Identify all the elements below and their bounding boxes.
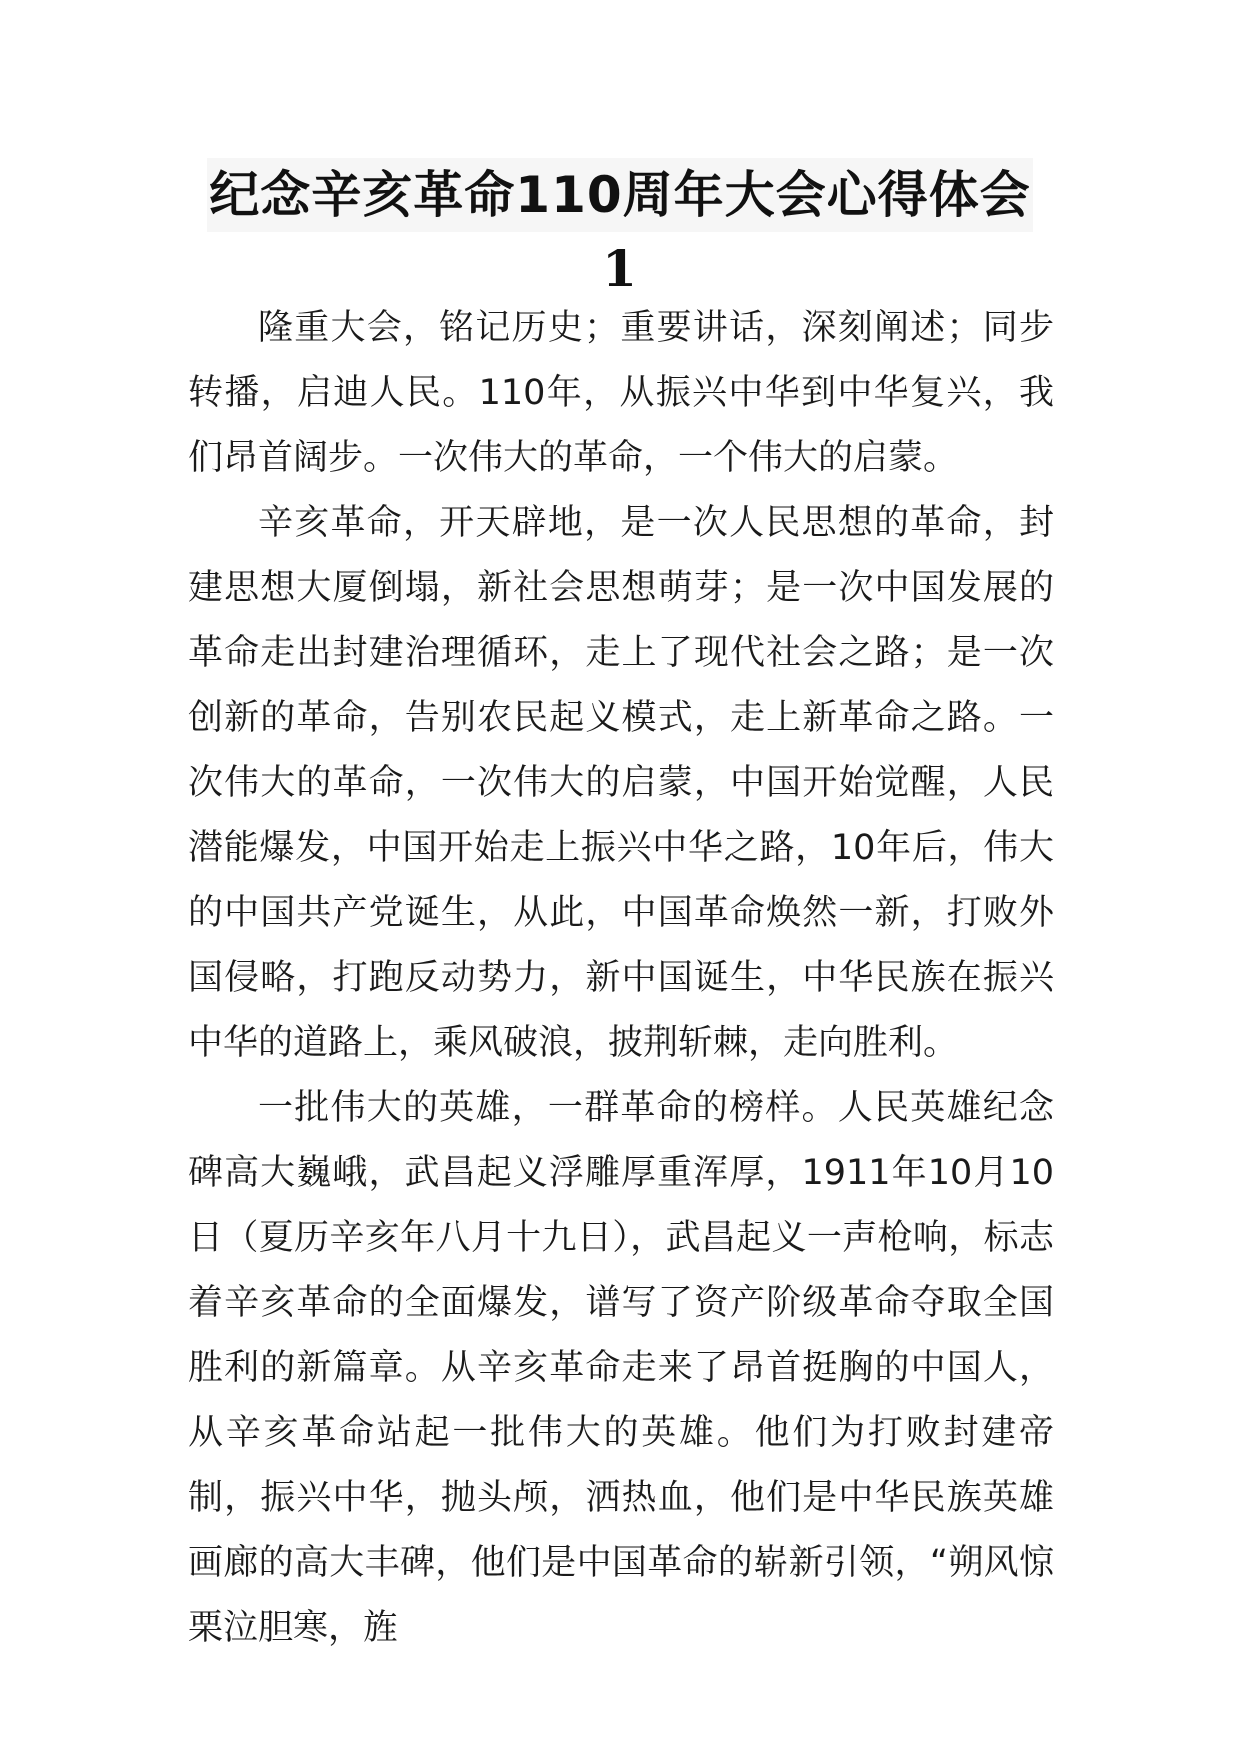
title-line-2: 1 [602,239,638,298]
paragraph-2: 辛亥革命，开天辟地，是一次人民思想的革命，封建思想大厦倒塌，新社会思想萌芽；是一次中国发展的革命走出封建治理循环，走上了现代社会之路；是一次创新的革命，告别农民起义模式，走上新革命之路。一次伟大的革命，一次伟大的启蒙，中国开始觉醒，人民潜能爆发，中国开始走上振兴中华之路，10年后，伟大的中国共产党诞生，从此，中国革命焕然一新，打败外国侵略，打跑反动势力，新中国诞生，中华民族在振兴中华的道路上，乘风破浪，披荆斩棘，走向胜利。 [188,503,1054,1063]
document-title [0,158,1240,306]
paragraph-1: 隆重大会，铭记历史；重要讲话，深刻阐述；同步转播，启迪人民。110年，从振兴中华到中华复兴，我们昂首阔步。一次伟大的革命，一个伟大的启蒙。 [188,308,1054,478]
document-body [188,296,1054,1661]
paragraph-3: 一批伟大的英雄，一群革命的榜样。人民英雄纪念碑高大巍峨，武昌起义浮雕厚重浑厚，1911年10月10日（夏历辛亥年八月十九日），武昌起义一声枪响，标志着辛亥革命的全面爆发，谱写了资产阶级革命夺取全国胜利的新篇章。从辛亥革命走来了昂首挺胸的中国人，从辛亥革命站起一批伟大的英雄。他们为打败封建帝制，振兴中华，抛头颅，洒热血，他们是中华民族英雄画廊的高大丰碑，他们是中国革命的崭新引领，“朔风惊栗泣胆寒，旌 [188,1088,1054,1648]
title-line-1: 纪念辛亥革命110周年大会心得体会 [207,158,1032,232]
